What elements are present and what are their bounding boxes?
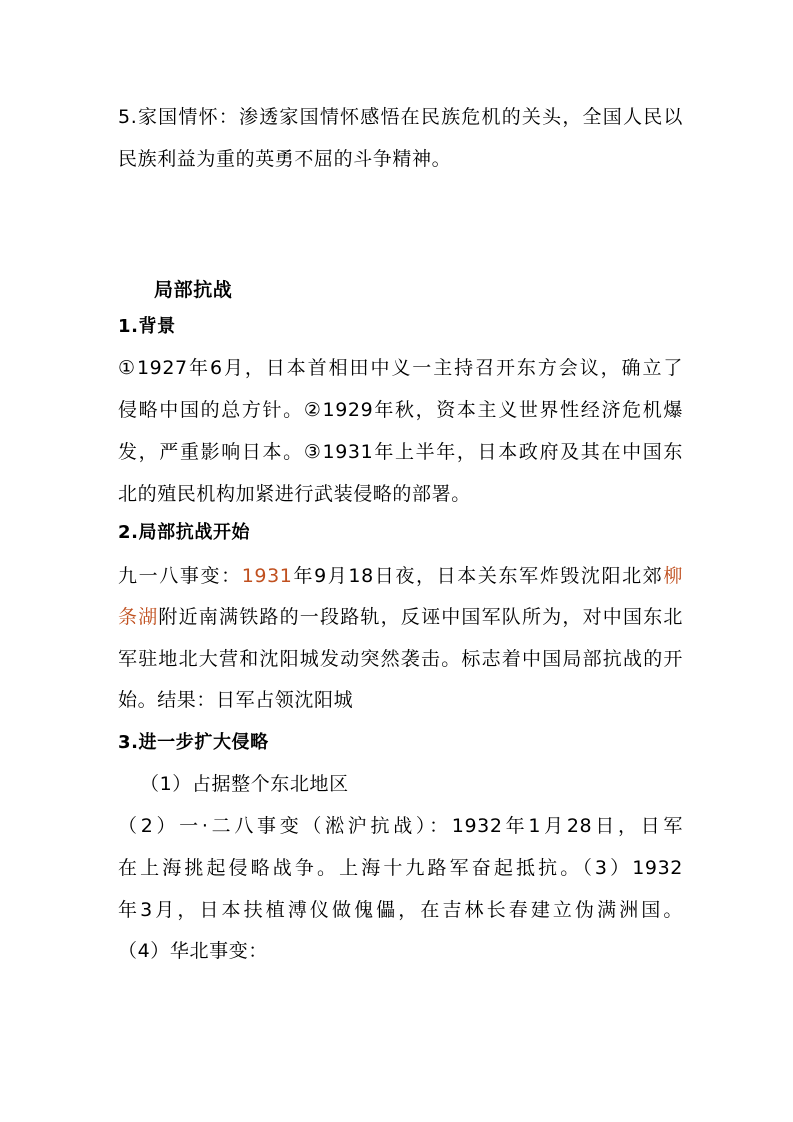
background-line-4: 北的殖民机构加紧进行武装侵略的部署。	[118, 483, 471, 505]
start-line-4: 始。结果：日军占领沈阳城	[118, 689, 354, 711]
background-line-2: 侵略中国的总方针。②1929年秋，资本主义世界性经济危机爆	[118, 399, 683, 421]
expand-line-3: 在上海挑起侵略战争。上海十九路军奋起抵抗。（3）1932	[118, 857, 683, 879]
background-heading: 1.背景	[118, 316, 176, 337]
start-place-highlight-1: 柳	[663, 565, 683, 587]
background-line-3: 发，严重影响日本。③1931年上半年，日本政府及其在中国东	[118, 441, 683, 463]
start-line-2	[118, 604, 683, 630]
section5-line-1: 5.家国情怀：渗透家国情怀感悟在民族危机的关头，全国人民以	[118, 106, 683, 128]
start-line-1-text: 年9月18日夜，日本关东军炸毁沈阳北郊	[292, 565, 664, 587]
expand-item-1: （1）占据整个东北地区	[140, 773, 349, 795]
expand-line-5: （4）华北事变：	[118, 940, 268, 962]
start-heading: 2.局部抗战开始	[118, 522, 251, 543]
background-line-1: ①1927年6月，日本首相田中义一主持召开东方会议，确立了	[118, 357, 683, 379]
expand-heading: 3.进一步扩大侵略	[118, 732, 269, 753]
start-event-label: 九一八事变：	[118, 565, 242, 587]
expand-line-2: （2）一·二八事变（淞沪抗战）：1932年1月28日，日军	[118, 815, 683, 837]
start-line-3: 军驻地北大营和沈阳城发动突然袭击。标志着中国局部抗战的开	[118, 648, 683, 670]
expand-line-4: 年3月，日本扶植溥仪做傀儡，在吉林长春建立伪满洲国。	[118, 899, 683, 921]
start-line-1	[118, 563, 683, 589]
start-place-highlight-2: 条湖	[118, 606, 159, 628]
start-year-highlight: 1931	[241, 565, 293, 587]
start-line-2-text: 附近南满铁路的一段路轨，反诬中国军队所为，对中国东北	[158, 606, 683, 628]
section5-line-2: 民族利益为重的英勇不屈的斗争精神。	[118, 148, 452, 170]
section-title: 局部抗战	[154, 279, 233, 301]
